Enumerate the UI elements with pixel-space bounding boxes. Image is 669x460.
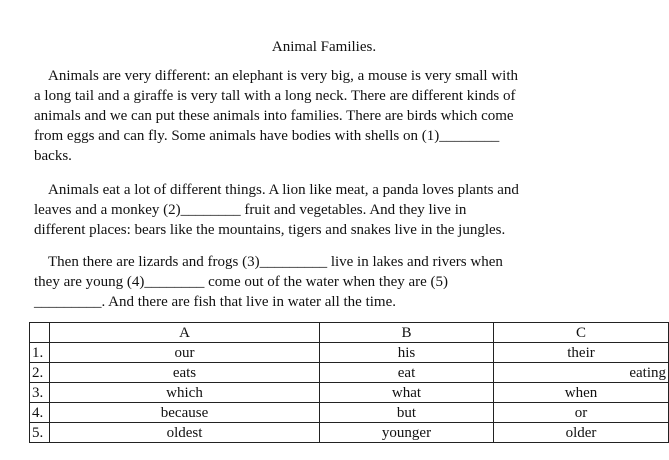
table-cell: 4. [30, 403, 50, 423]
table-header-cell [30, 323, 50, 343]
table-header-row [30, 323, 669, 343]
paragraph-line: backs. [34, 148, 72, 164]
table-row [30, 423, 669, 443]
paragraph-line: from eggs and can fly. Some animals have bodies with shells on (1)________ [34, 128, 500, 144]
table-cell: what [320, 383, 494, 403]
table-cell: eat [320, 363, 494, 383]
table-cell: eating [494, 363, 669, 383]
table-cell: or [494, 403, 669, 423]
table-cell: older [494, 423, 669, 443]
table-cell: when [494, 383, 669, 403]
table-cell: which [50, 383, 320, 403]
paragraph-line: a long tail and a giraffe is very tall with a long neck. There are different kinds of [34, 88, 516, 104]
table-cell: eats [50, 363, 320, 383]
answer-options-table [29, 322, 669, 443]
table-cell: their [494, 343, 669, 363]
table-cell: oldest [50, 423, 320, 443]
page-title: Animal Families. [271, 39, 377, 55]
table-row [30, 363, 669, 383]
table-cell: our [50, 343, 320, 363]
table-cell: 5. [30, 423, 50, 443]
paragraph-line: Then there are lizards and frogs (3)_________ live in lakes and rivers when [48, 254, 503, 270]
table-cell: 3. [30, 383, 50, 403]
table-cell: his [320, 343, 494, 363]
paragraph-3 [34, 252, 594, 312]
paragraph-line: Animals eat a lot of different things. A lion like meat, a panda loves plants and [48, 182, 519, 198]
paragraph-line: leaves and a monkey (2)________ fruit and vegetables. And they live in [34, 202, 467, 218]
table-row [30, 383, 669, 403]
paragraph-line: Animals are very different: an elephant is very big, a mouse is very small with [48, 68, 519, 84]
paragraph-line: different places: bears like the mountains, tigers and snakes live in the jungles. [34, 222, 506, 238]
table-row [30, 403, 669, 423]
paragraph-line: _________. And there are fish that live in water all the time. [34, 294, 396, 310]
table-cell: 1. [30, 343, 50, 363]
table-header-cell: A [50, 323, 320, 343]
table-header-cell: C [494, 323, 669, 343]
table-cell: because [50, 403, 320, 423]
table-row [30, 343, 669, 363]
paragraph-2 [34, 180, 594, 240]
paragraph-line: animals and we can put these animals into families. There are birds which come [34, 108, 514, 124]
paragraph-line: they are young (4)________ come out of the water when they are (5) [34, 274, 449, 290]
table-header-cell: B [320, 323, 494, 343]
table-cell: younger [320, 423, 494, 443]
table-cell: 2. [30, 363, 50, 383]
table-cell: but [320, 403, 494, 423]
paragraph-1 [34, 66, 594, 166]
